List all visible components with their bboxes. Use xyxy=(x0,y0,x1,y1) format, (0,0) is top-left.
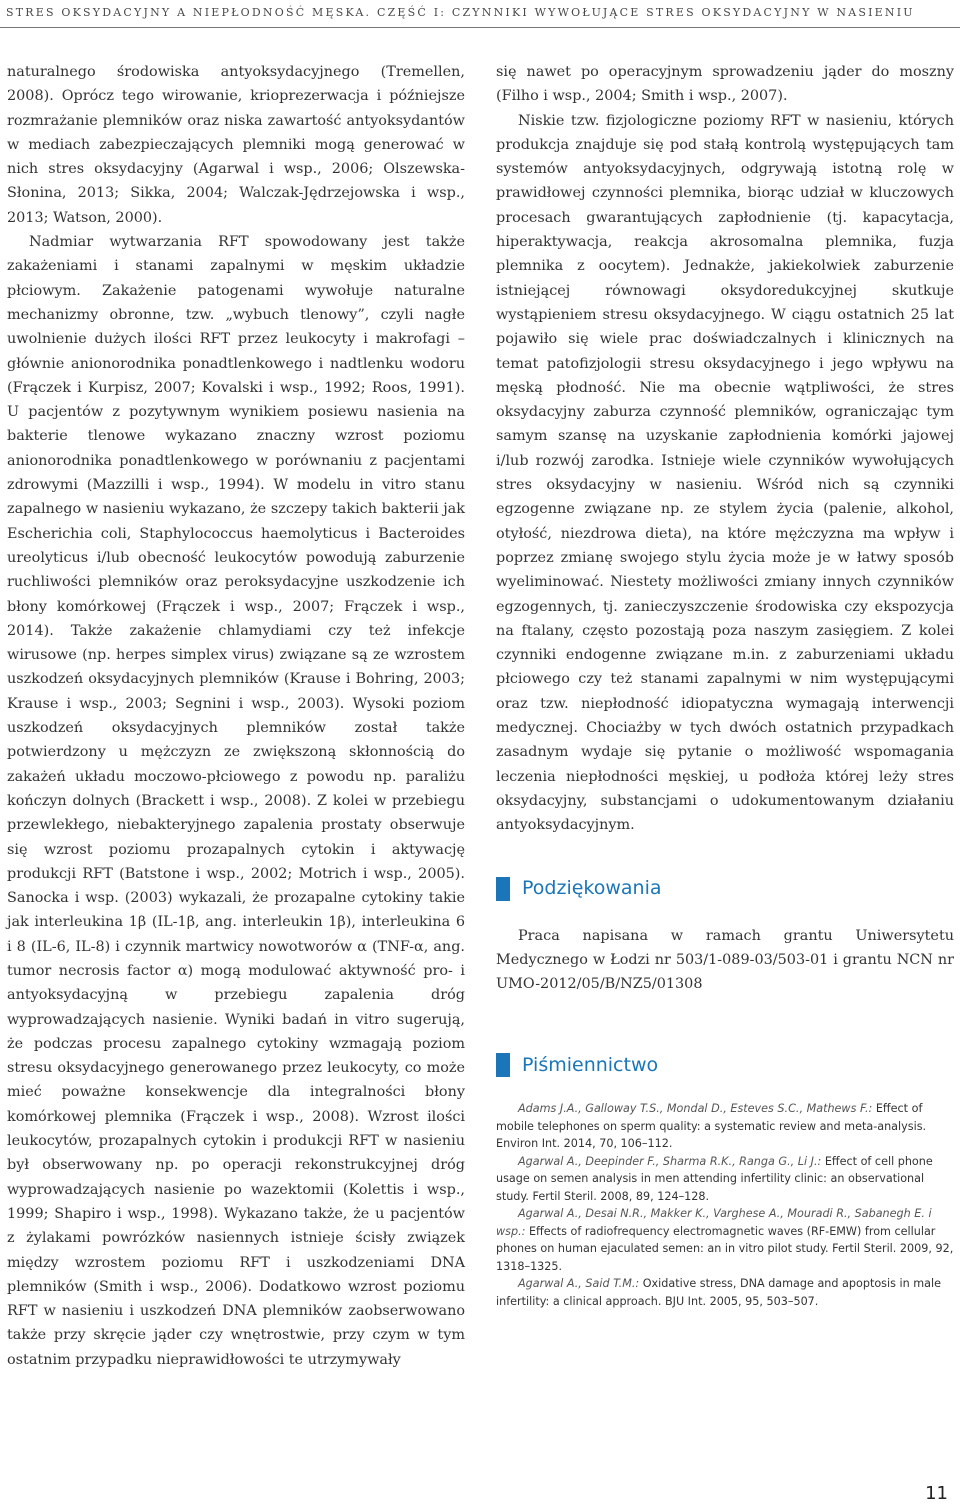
reference-text: Oxidative stress, DNA damage and apoptosis in male infertility: a clinical approach. BJU Int. 2005, 95, 503–507. xyxy=(496,1277,941,1308)
acknowledgements-heading xyxy=(496,876,954,902)
reference-authors: Agarwal A., Said T.M.: xyxy=(518,1277,640,1291)
paragraph: się nawet po operacyjnym sprowadzeniu jąder do moszny (Filho i wsp., 2004; Smith i wsp., 2007). xyxy=(496,64,954,105)
reference-authors: Agarwal A., Deepinder F., Sharma R.K., Ranga G., Li J.: xyxy=(518,1154,822,1168)
paragraph: naturalnego środowiska antyoksydacyjnego (Tremellen, 2008). Oprócz tego wirowanie, krioprezerwacja i późniejsze rozmrażanie plemników oraz niska zawartość antyoksydantów w mediach zabezpieczających plemniki mogą generować w nich stres oksydacyjny (Agarwal i wsp., 2006; Olszewska-Słonina, 2013; Sikka, 2004; Walczak-Jędrzejowska i wsp., 2013; Watson, 2000). xyxy=(7,64,465,226)
references-list xyxy=(496,1100,954,1310)
running-header: STRES OKSYDACYJNY A NIEPŁODNOŚĆ MĘSKA. CZĘŚĆ I: CZYNNIKI WYWOŁUJĄCE STRES OKSYDACYJNY W NASIENIU xyxy=(0,0,960,28)
acknowledgements-title: Podziękowania xyxy=(522,877,662,900)
reference-item xyxy=(496,1275,954,1310)
right-column xyxy=(496,60,954,1310)
section-marker xyxy=(496,877,510,901)
paragraph: Nadmiar wytwarzania RFT spowodowany jest także zakażeniami i stanami zapalnymi w męskim układzie płciowym. Zakażenie patogenami wywołuje naturalne mechanizmy obronne, tzw. „wybuch tlenowy”, czyli nagłe uwolnienie dużych ilości RFT przez leukocyty i makrofagi – głównie anionorodnika ponadtlenkowego i nadtlenku wodoru (Frączek i Kurpisz, 2007; Kovalski i wsp., 1992; Roos, 1991). U pacjentów z pozytywnym wynikiem posiewu nasienia na bakterie tlenowe wykazano znaczny wzrost poziomu anionorodnika ponadtlenkowego w porównaniu z pacjentami zdrowymi (Mazzilli i wsp., 1994). W modelu in vitro stanu zapalnego w nasieniu wykazano, że szczepy takich bakterii jak Escherichia coli, Staphylococcus haemolyticus i Bacteroides ureolyticus i/lub obecność leukocytów powodują zaburzenie ruchliwości plemników oraz peroksydacyjne uszkodzenie ich błony komórkowej (Frączek i wsp., 2007; Frączek i wsp., 2014). Także zakażenie chlamydiami czy też infekcje wirusowe (np. herpes simplex virus) związane są ze wzrostem uszkodzeń oksydacyjnych plemników (Krause i Bohring, 2003; Krause i wsp., 2003; Segnini i wsp., 2003). Wysoki poziom uszkodzeń oksydacyjnych plemników został także potwierdzony u mężczyzn ze zwiększoną skłonnością do zakażeń układu moczowo-płciowego z powodu np. paraliżu kończyn dolnych (Brackett i wsp., 2008). Z kolei w przebiegu przewlekłego, niebakteryjnego zapalenia prostaty obserwuje się wzrost poziomu prozapalnych cytokin i aktywację produkcji RFT (Batstone i wsp., 2002; Motrich i wsp., 2005). Sanocka i wsp. (2003) wykazali, że prozapalne cytokiny takie jak interleukina 1β (IL-1β, ang. interleukin 1β), interleukina 6 i 8 (IL-6, IL-8) i czynnik martwicy nowotworów α (TNF-α, ang. tumor necrosis factor α) mogą modulować aktywność pro- i antyoksydacyjną w przebiegu zapalenia dróg wyprowadzających nasienie. Wyniki badań in vitro sugerują, że podczas procesu zapalnego cytokiny wzmagają poziom stresu oksydacyjnego generowanego przez leukocyty, co może mieć poważne konsekwencje dla integralności błony komórkowej plemnika (Frączek i wsp., 2008). Wzrost ilości leukocytów, prozapalnych cytokin i produkcji RFT w nasieniu był obserwowany np. po operacji rekonstrukcyjnej dróg wyprowadzających nasienie po wazektomii (Kolettis i wsp., 1999; Shapiro i wsp., 1998). Wykazano także, że u pacjentów z żylakami powrózków nasiennych istnieje ścisły związek między wzrostem poziomu RFT i uszkodzeniami DNA plemników (Smith i wsp., 2006). Dodatkowo wzrost poziomu RFT w nasieniu i uszkodzeń DNA plemników zaobserwowano także przy skręcie jąder czy wnętrostwie, przy czym w tym ostatnim przypadku nieprawidłowości te utrzymywały xyxy=(7,234,465,1368)
reference-authors: Adams J.A., Galloway T.S., Mondal D., Esteves S.C., Mathews F.: xyxy=(518,1102,873,1116)
reference-text: Effect of cell phone usage on semen analysis in men attending infertility clinic: an observational study. Fertil Steril. 2008, 89, 124–128. xyxy=(496,1154,933,1203)
reference-item xyxy=(496,1153,954,1206)
acknowledgements-text: Praca napisana w ramach grantu Uniwersytetu Medycznego w Łodzi nr 503/1-089-03/503-01 i grantu NCN nr UMO-2012/05/B/NZ5/01308 xyxy=(496,927,954,993)
page-number: 11 xyxy=(925,1483,948,1504)
paragraph: Niskie tzw. fizjologiczne poziomy RFT w nasieniu, których produkcja znajduje się pod stałą kontrolą występujących tam systemów antyoksydacyjnych, odgrywają istotną rolę w prawidłowej czynności plemnika, biorąc udział w kluczowych procesach gwarantujących zapłodnienie (tj. kapacytacja, hiperaktywacja, reakcja akrosomalna plemnika, fuzja plemnika z oocytem). Jednakże, jakiekolwiek zaburzenie istniejącej równowagi oksydoredukcyjnej skutkuje wystąpieniem stresu oksydacyjnego. W ciągu ostatnich 25 lat pojawiło się wiele prac doświadczalnych i klinicznych na temat patofizjologii stresu oksydacyjnego i jego wpływu na męską płodność. Nie ma obecnie wątpliwości, że stres oksydacyjny zaburza czynność plemników, ograniczając tym samym szansę na uzyskanie zapłodnienia komórki jajowej i/lub rozwój zarodka. Istnieje wiele czynników wywołujących stres oksydacyjny w nasieniu. Wśród nich są czynniki egzogenne związane np. ze stylem życia (palenie, alkohol, otyłość, niezdrowa dieta), na które mężczyzna ma wpływ i poprzez zmianę swojego stylu życia może je w łatwy sposób wyeliminować. Niestety możliwości zmiany innych czynników egzogennych, tj. zanieczyszczenie środowiska czy ekspozycja na ftalany, często pozostają poza naszym zasięgiem. Z kolei czynniki endogenne związane m.in. z zaburzeniami układu płciowego czy też stanami zapalnymi w nim występującymi oraz tzw. niepłodność idiopatyczna wymagają interwencji medycznej. Chociażby w tych dwóch ostatnich przypadkach zasadnym wydaje się pytanie o możliwość wspomagania leczenia niepłodności męskiej, u podłoża której leży stres oksydacyjny, substancjami o udokumentowanym działaniu antyoksydacyjnym. xyxy=(496,112,954,834)
left-column xyxy=(7,60,465,1372)
references-title: Piśmiennictwo xyxy=(522,1054,659,1077)
reference-text: Effect of mobile telephones on sperm quality: a systematic review and meta-analysis. Environ Int. 2014, 70, 106–112. xyxy=(496,1102,927,1151)
reference-text: Effects of radiofrequency electromagnetic waves (RF-EMW) from cellular phones on human ejaculated semen: an in vitro pilot study. Fertil Steril. 2009, 92, 1318–1325. xyxy=(496,1224,954,1273)
section-marker xyxy=(496,1053,510,1077)
reference-item xyxy=(496,1205,954,1275)
reference-item xyxy=(496,1100,954,1153)
references-heading xyxy=(496,1052,954,1078)
reference-authors: Agarwal A., Desai N.R., Makker K., Varghese A., Mouradi R., Sabanegh E. i wsp.: xyxy=(496,1207,932,1238)
